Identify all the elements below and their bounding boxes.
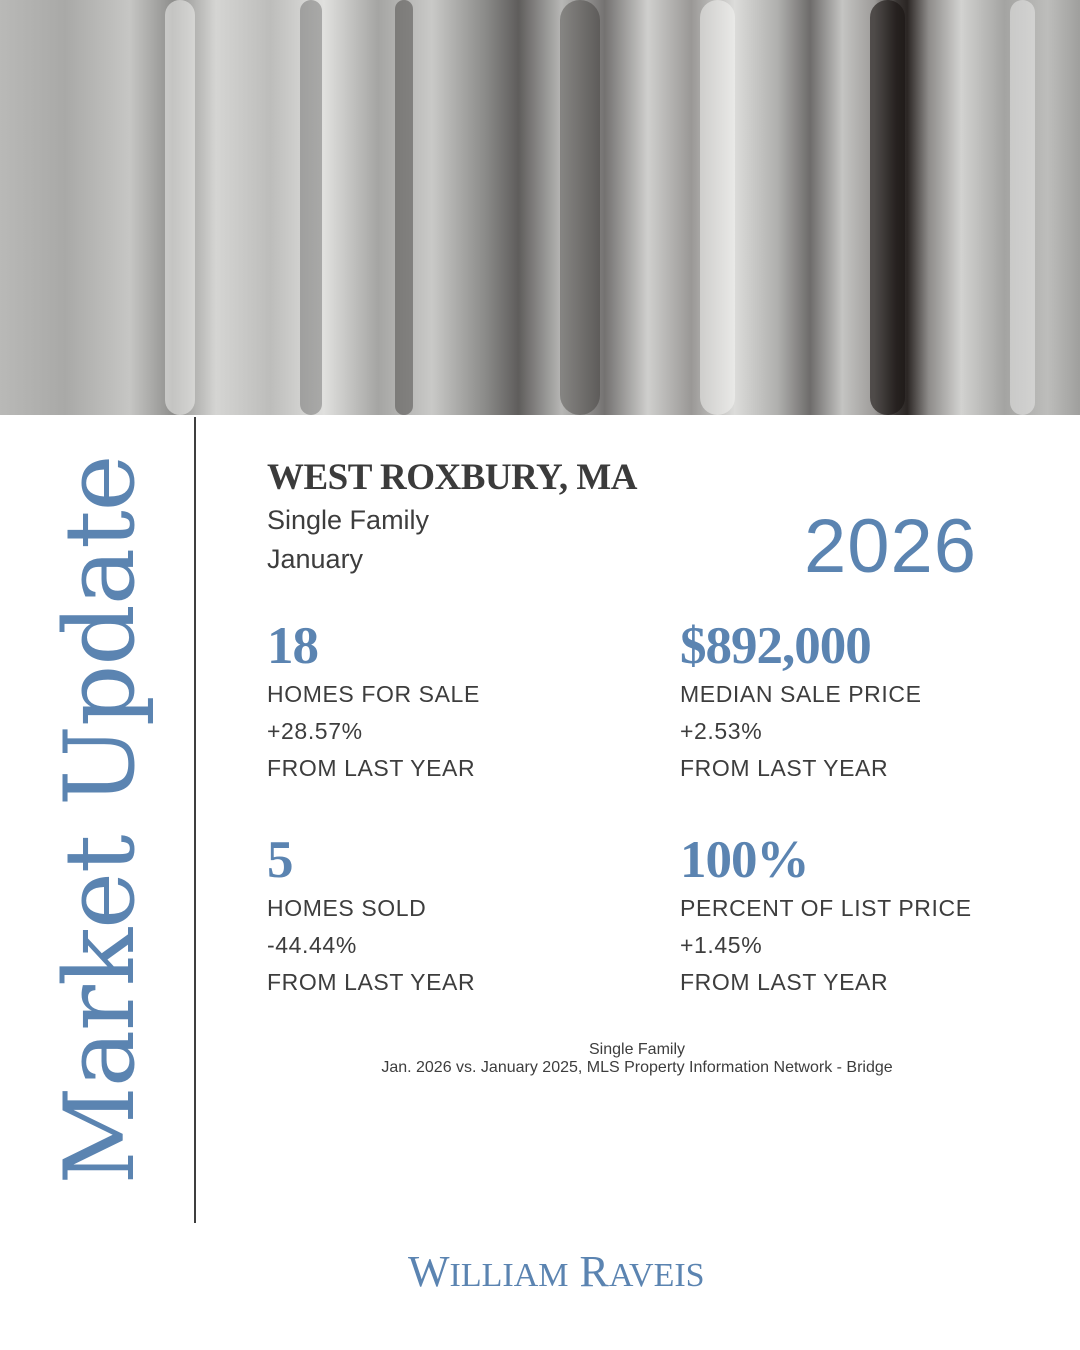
stat-change: -44.44% — [267, 932, 357, 958]
stat-median-sale-price — [680, 616, 1060, 787]
source-property-type: Single Family — [588, 1041, 686, 1058]
stat-label: HOMES FOR SALE — [267, 681, 480, 707]
stat-label: MEDIAN SALE PRICE — [680, 681, 922, 707]
report-month: January — [267, 544, 364, 574]
ice-streak — [1010, 0, 1035, 415]
stat-value: 5 — [267, 831, 293, 889]
stat-label: HOMES SOLD — [267, 895, 427, 921]
logo-text: AVEIS — [608, 1257, 705, 1294]
stat-change: +28.57% — [267, 718, 363, 744]
stat-homes-for-sale — [267, 616, 647, 787]
report-year: 2026 — [804, 504, 978, 589]
ice-streak — [870, 0, 905, 415]
stat-note: FROM LAST YEAR — [267, 969, 476, 995]
stat-note: FROM LAST YEAR — [267, 755, 476, 781]
ice-streak — [700, 0, 735, 415]
stat-change: +1.45% — [680, 932, 763, 958]
source-citation: Jan. 2026 vs. January 2025, MLS Property Information Network - Bridge — [381, 1059, 893, 1076]
stat-note: FROM LAST YEAR — [680, 755, 889, 781]
logo-initial: R — [579, 1247, 609, 1296]
william-raveis-logo — [408, 1246, 705, 1297]
vertical-divider — [194, 417, 196, 1223]
logo-text: ILLIAM — [449, 1257, 569, 1294]
property-type: Single Family — [267, 505, 430, 535]
stat-homes-sold — [267, 830, 647, 1001]
stat-value: 18 — [267, 617, 318, 675]
ice-streak — [300, 0, 322, 415]
location-heading: WEST ROXBURY, MA — [267, 457, 638, 498]
logo-initial: W — [408, 1247, 450, 1296]
ice-streak — [560, 0, 600, 415]
stat-change: +2.53% — [680, 718, 763, 744]
hero-ice-photo — [0, 0, 1080, 415]
ice-streak — [395, 0, 413, 415]
stat-note: FROM LAST YEAR — [680, 969, 889, 995]
stat-percent-of-list-price — [680, 830, 1060, 1001]
stat-value: $892,000 — [680, 617, 871, 675]
market-update-title: Market Update — [44, 455, 156, 1185]
stat-label: PERCENT OF LIST PRICE — [680, 895, 972, 921]
ice-streak — [165, 0, 195, 415]
stat-value: 100% — [680, 831, 809, 889]
